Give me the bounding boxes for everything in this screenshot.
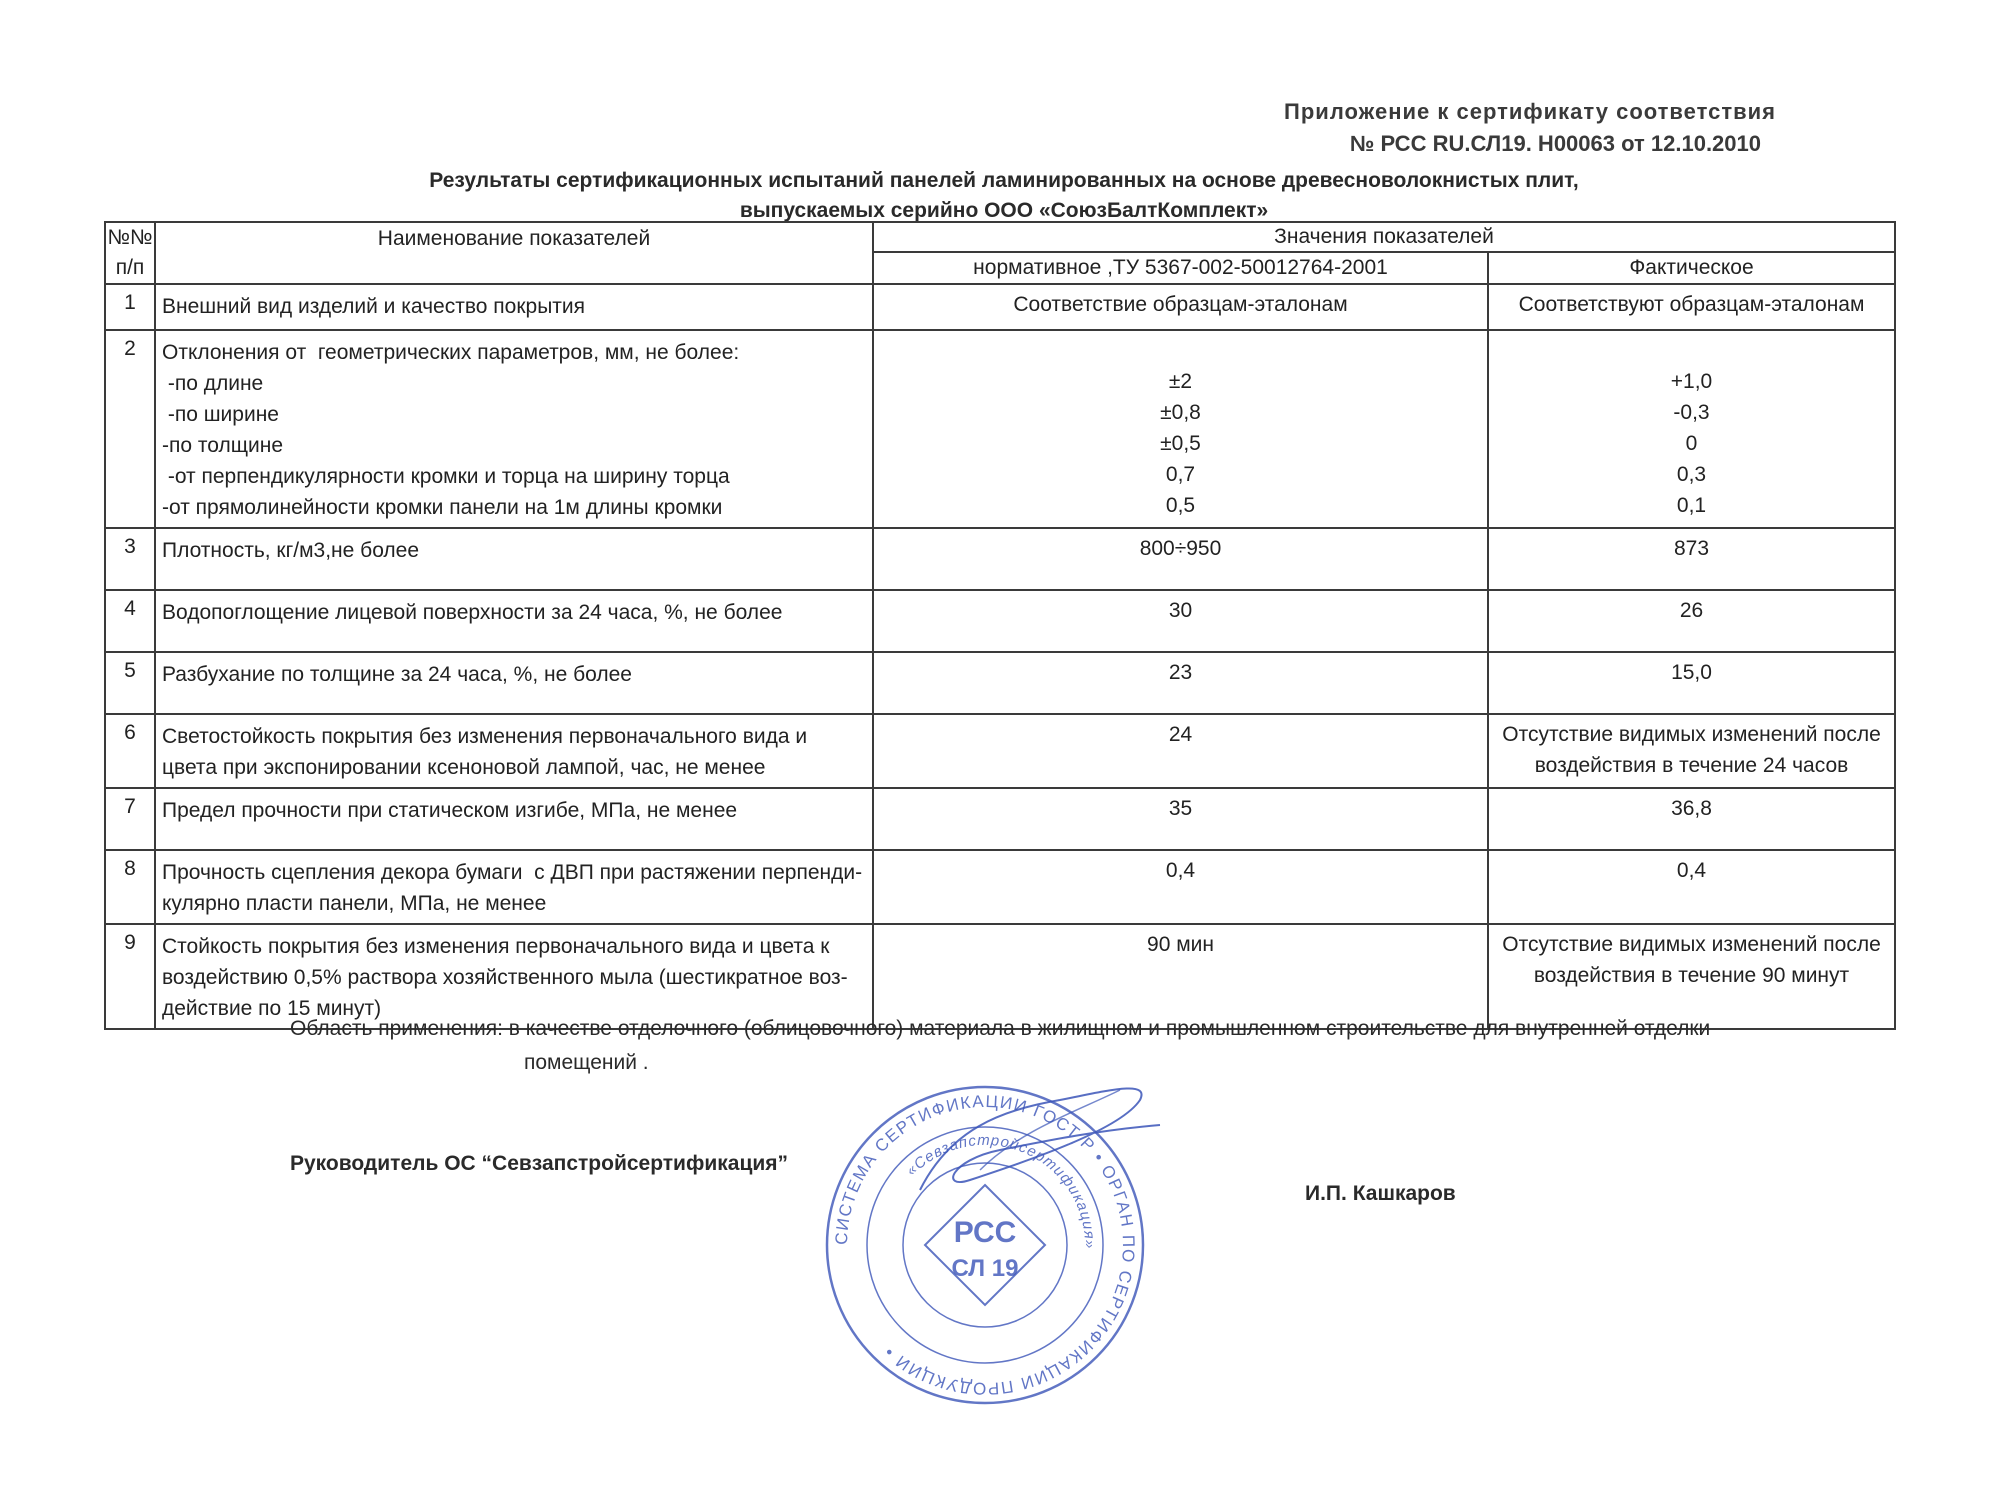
indicator-name-line: Стойкость покрытия без изменения первоначального вида и цвета к — [162, 935, 830, 958]
indicator-name — [155, 714, 873, 788]
table-row — [105, 330, 1895, 528]
actual-value-line: Отсутствие видимых изменений после — [1502, 723, 1881, 746]
normative-value — [873, 714, 1488, 788]
actual-value-line: воздействия в течение 24 часов — [1534, 754, 1849, 777]
indicator-name-line: Прочность сцепления декора бумаги с ДВП при растяжении перпенди- — [162, 861, 863, 884]
normative-value-line: 24 — [1168, 723, 1193, 746]
svg-text:СИСТЕМА СЕРТИФИКАЦИИ ГОСТ Р •: СИСТЕМА СЕРТИФИКАЦИИ ГОСТ Р • ОРГАН ПО СЕРТИФИКАЦИИ ПРОДУКЦИИ • — [831, 1091, 1139, 1399]
row-number: 2 — [105, 330, 155, 528]
indicator-name-line: Отклонения от геометрических параметров, мм, не более: — [162, 341, 740, 364]
table-row — [105, 850, 1895, 924]
indicator-name-line: Светостойкость покрытия без изменения первоначального вида и — [162, 725, 808, 748]
indicator-name — [155, 590, 873, 652]
scope-line2: помещений . — [524, 1051, 649, 1074]
appendix-header — [1284, 96, 1776, 160]
indicator-name-line: -по длине — [162, 372, 264, 395]
normative-value-line: 0,7 — [1165, 463, 1196, 486]
certification-stamp-seal — [820, 1080, 1150, 1410]
actual-value-line: воздействия в течение 90 минут — [1533, 964, 1850, 987]
normative-value-line: 90 мин — [1147, 933, 1214, 956]
actual-value — [1488, 652, 1895, 714]
actual-value-line: 0,3 — [1676, 463, 1707, 486]
svg-text:«Севзапстройсертификация»: «Севзапстройсертификация» — [902, 1131, 1099, 1250]
table-row — [105, 714, 1895, 788]
normative-value-line: ±0,5 — [1160, 432, 1201, 455]
indicator-name-line: Водопоглощение лицевой поверхности за 24 часа, %, не более — [162, 601, 783, 624]
normative-value-line: 800÷950 — [1139, 537, 1222, 560]
table-row — [105, 284, 1895, 330]
indicator-name-line: -от перпендикулярности кромки и торца на ширину торца — [162, 465, 730, 488]
indicator-name-line: кулярно пласти панели, МПа, не менее — [162, 892, 547, 915]
actual-value — [1488, 850, 1895, 924]
svg-text:РСС: РСС — [953, 1216, 1017, 1249]
indicator-name-line: Разбухание по толщине за 24 часа, %, не более — [162, 663, 632, 686]
normative-value — [873, 284, 1488, 330]
table-row — [105, 788, 1895, 850]
indicator-name — [155, 330, 873, 528]
certificate-number: № РСС RU.СЛ19. Н00063 от 12.10.2010 — [1349, 131, 1761, 156]
indicator-name-line: Предел прочности при статическом изгибе, МПа, не менее — [162, 799, 738, 822]
indicator-name — [155, 788, 873, 850]
document-title — [104, 166, 1904, 226]
appendix-title: Приложение к сертификату соответствия — [1284, 99, 1776, 124]
row-number: 5 — [105, 652, 155, 714]
indicator-name-line: воздействию 0,5% раствора хозяйственного мыла (шестикратное воз- — [162, 966, 848, 989]
actual-value — [1488, 528, 1895, 590]
actual-value-line: 0 — [1685, 432, 1698, 455]
normative-value-line — [874, 335, 1487, 366]
row-number: 1 — [105, 284, 155, 330]
signatory-name: И.П. Кашкаров — [1305, 1182, 1456, 1205]
normative-value — [873, 652, 1488, 714]
actual-value-line: 26 — [1679, 599, 1704, 622]
actual-value-line: +1,0 — [1670, 370, 1713, 393]
actual-value — [1488, 590, 1895, 652]
indicator-name-line: -по ширине — [162, 403, 279, 426]
indicator-name — [155, 528, 873, 590]
normative-value-line: Соответствие образцам-эталонам — [1013, 293, 1348, 316]
results-table — [104, 221, 1896, 1030]
normative-value-line: ±2 — [1168, 370, 1193, 393]
indicator-name-line: действие по 15 минут) — [162, 997, 382, 1020]
row-number: 4 — [105, 590, 155, 652]
header-number — [105, 222, 155, 284]
header-actual: Фактическое — [1488, 252, 1895, 284]
actual-value — [1488, 788, 1895, 850]
header-indicator-name: Наименование показателей — [155, 222, 873, 284]
actual-value-line: 0,4 — [1676, 859, 1707, 882]
normative-value — [873, 330, 1488, 528]
actual-value-line: 36,8 — [1671, 797, 1712, 820]
indicator-name — [155, 850, 873, 924]
actual-value-line — [1489, 335, 1894, 366]
normative-value-line: 0,4 — [1165, 859, 1196, 882]
actual-value-line: Соответствуют образцам-эталонам — [1518, 293, 1865, 316]
normative-value-line: 30 — [1168, 599, 1193, 622]
indicator-name-line: Внешний вид изделий и качество покрытия — [162, 295, 586, 318]
actual-value — [1488, 330, 1895, 528]
normative-value-line: 35 — [1168, 797, 1193, 820]
header-normative: нормативное ,ТУ 5367-002-50012764-2001 — [873, 252, 1488, 284]
indicator-name-line: Плотность, кг/м3,не более — [162, 539, 420, 562]
document-title-line1: Результаты сертификационных испытаний панелей ламинированных на основе древесноволокнистых плит, — [429, 169, 1579, 192]
actual-value-line: 15,0 — [1671, 661, 1712, 684]
row-number: 3 — [105, 528, 155, 590]
table-row — [105, 652, 1895, 714]
normative-value-line: 23 — [1168, 661, 1193, 684]
normative-value-line: ±0,8 — [1160, 401, 1201, 424]
results-table-body — [105, 284, 1895, 1029]
normative-value-line: 0,5 — [1165, 494, 1196, 517]
normative-value — [873, 528, 1488, 590]
indicator-name-line: цвета при экспонировании ксеноновой лампой, час, не менее — [162, 756, 766, 779]
signatory-position: Руководитель ОС “Севзапстройсертификация” — [290, 1152, 789, 1175]
header-indicator-values: Значения показателей — [873, 222, 1895, 252]
indicator-name-line: -по толщине — [162, 434, 284, 457]
scope-line1: Область применения: в качестве отделочного (облицовочного) материала в жилищном и промышленном строительстве для внутренней отделки — [290, 1017, 1711, 1040]
results-table-wrap — [104, 221, 1894, 1030]
header-number-line1: №№ — [107, 226, 153, 249]
indicator-name — [155, 652, 873, 714]
actual-value — [1488, 714, 1895, 788]
table-row — [105, 590, 1895, 652]
actual-value-line: 0,1 — [1676, 494, 1707, 517]
actual-value — [1488, 284, 1895, 330]
actual-value-line: -0,3 — [1673, 401, 1710, 424]
normative-value — [873, 850, 1488, 924]
row-number: 9 — [105, 924, 155, 1029]
row-number: 7 — [105, 788, 155, 850]
svg-text:СЛ 19: СЛ 19 — [951, 1255, 1019, 1282]
document-title-line2: выпускаемых серийно ООО «СоюзБалтКомплект» — [739, 199, 1269, 222]
header-number-line2: п/п — [115, 256, 145, 279]
normative-value — [873, 590, 1488, 652]
normative-value — [873, 788, 1488, 850]
actual-value-line: Отсутствие видимых изменений после — [1502, 933, 1881, 956]
row-number: 6 — [105, 714, 155, 788]
indicator-name — [155, 284, 873, 330]
indicator-name-line: -от прямолинейности кромки панели на 1м длины кромки — [162, 496, 723, 519]
row-number: 8 — [105, 850, 155, 924]
table-row — [105, 528, 1895, 590]
actual-value-line: 873 — [1673, 537, 1710, 560]
